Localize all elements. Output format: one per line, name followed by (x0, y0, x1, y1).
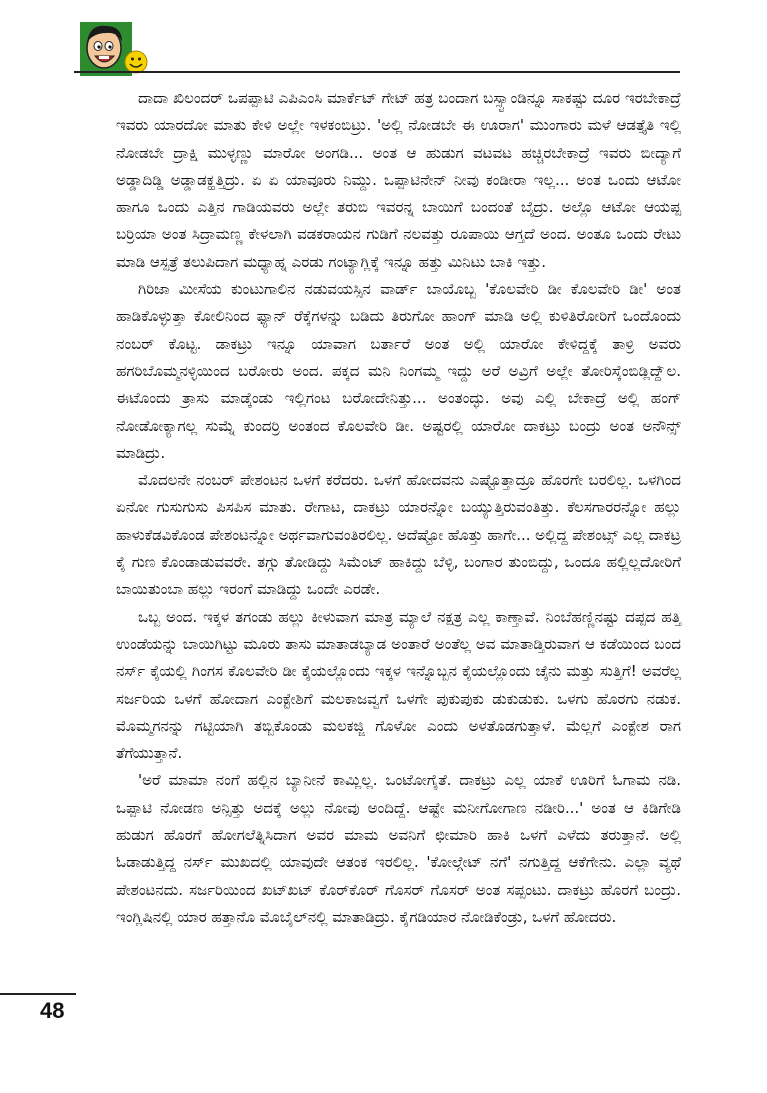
article-paragraph: ದಾದಾ ಖಿಲಂದರ್ ಒಪಪ್ಪಾಟಿ ಎಪಿಎಂಸಿ ಮಾರ್ಕೆಟ್ ಗೇಟ್ ಹತ್ರ ಬಂದಾಗ ಬಸ್ಸ್ಟಾಂಡಿನ್ನೂ ಸಾಕಷ್ಟು ದೂರ ಇರಬೇಕಾದ್ರೆ ಇವರು ಯಾರದೋ ಮಾತು ಕೇಳಿ ಅಲ್ಲೇ ಇಳಕಂಬಿಟ್ರು. 'ಅಲ್ಲಿ ನೋಡಬೇ ಈ ಊರಾಗ' ಮುಂಗಾರು ಮಳೆ ಆಡತ್ತೈತಿ ಇಲ್ಲಿ ನೋಡಬೇ ದ್ರಾಕ್ಷಿ ಮುಳ್ಳಣ್ಣು ಮಾರೋ ಅಂಗಡಿ... ಅಂತ ಆ ಹುಡುಗ ವಟವಟ ಹಚ್ಚಿರಬೇಕಾದ್ರೆ ಇವರು ಬೀದ್ಯಾಗೆ ಅಡ್ಡಾದಿಡ್ಡಿ ಅಡ್ಡಾಡಕ್ಹತ್ತಿದ್ರು. ಏ ಏ ಯಾವೂರು ನಿಮ್ದು. ಒಪ್ಪಾಟಿನೇನ್ ನೀವು ಕಂಡೀರಾ ಇಲ್ಲ... ಅಂತ ಒಂದು ಆಟೋ ಹಾಗೂ ಒಂದು ಎತ್ತಿನ ಗಾಡಿಯವರು ಅಲ್ಲೇ ತರುಬಿ ಇವರನ್ನ ಬಾಯಿಗೆ ಬಂದಂತೆ ಬೈದ್ರು. ಅಲ್ಲೊ ಆಟೋ ಆಯಪ್ಪ ಬರ್ರಿಯಾ ಅಂತ ಸಿದ್ರಾಮಣ್ಣ ಕೇಳಲಾಗಿ ವಡಕರಾಯನ ಗುಡಿಗೆ ನಲವತ್ತು ರೂಪಾಯಿ ಆಗ್ತದೆ ಅಂದ. ಅಂತೂ ಒಂದು ರೇಟು ಮಾಡಿ ಆಸ್ಪತ್ರೆ ತಲುಪಿದಾಗ ಮಧ್ಯಾಹ್ನ ಎರಡು ಗಂಟ್ಯಾಗ್ಲಿಕ್ಕೆ ಇನ್ನೂ ಹತ್ತು ಮಿನಿಟು ಬಾಕಿ ಇತ್ತು. (116, 89, 682, 271)
article-paragraph: ಮೊದಲನೇ ನಂಬರ್ ಪೇಶಂಟನ ಒಳಗೆ ಕರೆದರು. ಒಳಗೆ ಹೋದವನು ಎಷ್ಟೊತ್ತಾದ್ರೂ ಹೊರಗೇ ಬರಲಿಲ್ಲ. ಒಳಗಿಂದ ಏನೋ ಗುಸುಗುಸು ಪಿಸಪಿಸ ಮಾತು. ರೇಗಾಟ, ದಾಕಟ್ರು ಯಾರನ್ನೋ ಬಯ್ಯುತ್ತಿರುವಂತಿತ್ತು. ಕೆಲಸಗಾರರನ್ನೋ ಹಲ್ಲು ಹಾಳುಕೆಡವಿಕೊಂಡ ಪೇಶಂಟನ್ನೋ ಅರ್ಥವಾಗುವಂತಿರಲಿಲ್ಲ. ಅದೆಷ್ಟೋ ಹೊತ್ತು ಹಾಗೇ... ಅಲ್ಲಿದ್ದ ಪೇಶಂಟ್ಸ್ ಎಲ್ಲ ದಾಕಟ್ರ ಕೈ ಗುಣ ಕೊಂಡಾಡುವವರೇ. ತಗ್ಗು ತೋಡಿದ್ದು ಸಿಮೆಂಟ್ ಹಾಕಿದ್ದು ಬೆಳ್ಳಿ, ಬಂಗಾರ ತುಂಬಿದ್ದು, ಒಂದೂ ಹಲ್ಲಿಲ್ಲದೋರಿಗೆ ಬಾಯಿತುಂಬಾ ಹಲ್ಲು ಇರಂಗೆ ಮಾಡಿದ್ದು ಒಂದೇ ಎರಡೇ. (116, 471, 681, 599)
cartoon-face-logo-icon (78, 18, 156, 76)
footer-divider (0, 993, 76, 995)
header-divider (74, 71, 680, 73)
page-number: 48 (40, 998, 65, 1023)
article-paragraph: 'ಅರೆ ಮಾಮಾ ನಂಗೆ ಹಲ್ಲಿನ ಬ್ಯಾನೀನೆ ಕಾಮ್ಲಿಲ್ಲ. ಒಂಟೋಗೈತೆ. ದಾಕಟ್ರು ಎಲ್ಲ ಯಾಕೆ ಊರಿಗೆ ಓಗಾಮ ನಡಿ. ಒಪ್ಪಾಟಿ ನೋಡಣ ಅನ್ಸಿತ್ತು ಅದಕ್ಕೆ ಅಲ್ಲು ನೋವು ಅಂದಿದ್ದೆ. ಆಷ್ಟೇ ಮನೀಗೋಗಾಣ ನಡೀರಿ...' ಅಂತ ಆ ಕಿಡಿಗೇಡಿ ಹುಡುಗ ಹೊರಗೆ ಹೋಗಲೆತ್ನಿಸಿದಾಗ ಅವರ ಮಾಮ ಅವನಿಗೆ ಛೀಮಾರಿ ಹಾಕಿ ಒಳಗೆ ಎಳೆದು ತರುತ್ತಾನೆ. ಅಲ್ಲಿ ಓಡಾಡುತ್ತಿದ್ದ ನರ್ಸ್ ಮುಖದಲ್ಲಿ ಯಾವುದೇ ಆತಂಕ ಇರಲಿಲ್ಲ. 'ಕೋಲ್ಗೇಟ್ ನಗೆ' ನಗುತ್ತಿದ್ದ ಆಕೆಗೇನು. ಎಲ್ಲಾ ವ್ಯಥೆ ಪೇಶಂಟನದು. ಸರ್ಜರಿಯಿಂದ ಖಟ್‌ಖಟ್ ಕೊರ್‌ಕೊರ್ ಗೊಸರ್ ಗೊಸರ್ ಅಂತ ಸಪ್ಪಂಟು. ದಾಕಟ್ರು ಹೊರಗೆ ಬಂದ್ರು. ಇಂಗ್ಲಿಷಿನಲ್ಲಿ ಯಾರ ಹತ್ತಾನೊ ಮೊಬೈಲ್‌ನಲ್ಲಿ ಮಾತಾಡಿದ್ರು. ಕೈಗಡಿಯಾರ ನೋಡಿಕೆಂಡ್ರು, ಒಳಗೆ ಹೋದರು. (116, 771, 681, 926)
article-paragraph: ಗಿರಿಜಾ ಮೀಸೆಯ ಕುಂಟುಗಾಲಿನ ನಡುವಯಸ್ಸಿನ ವಾರ್ಡ್ ಬಾಯೊಬ್ಬ 'ಕೊಲವೇರಿ ಡೀ ಕೊಲವೇರಿ ಡೀ' ಅಂತ ಹಾಡಿಕೊಳ್ಳುತ್ತಾ ಕೋಲಿನಿಂದ ಫ್ಯಾನ್ ರೆಕ್ಕೆಗಳನ್ನು ಬಡಿದು ತಿರುಗೋ ಹಾಂಗ್ ಮಾಡಿ ಅಲ್ಲಿ ಕುಳಿತಿರೋರಿಗೆ ಒಂದೊಂದು ನಂಬರ್ ಕೊಟ್ಟ. ಡಾಕಟ್ರು ಇನ್ನೂ ಯಾವಾಗ ಬರ್ತಾರೆ ಅಂತ ಅಲ್ಲಿ ಯಾರೋ ಕೇಳಿದ್ದಕ್ಕೆ ತಾಳ್ರಿ ಅವರು ಹಗರಿಬೊಮ್ಮನಳ್ಳಿಯಿಂದ ಬರೋರು ಅಂದ. ಪಕ್ಕದ ಮನಿ ನಿಂಗಮ್ಮ ಇದ್ದು ಅರೆ ಅವ್ರಿಗೆ ಅಲ್ಲೇ ತೋರಿಸ್ಕೆಂಬಿಡ್ಲಿದ್ದೆ್ಲ. ಈಟೊಂದು ತ್ರಾಸು ಮಾಡ್ಕೆಂಡು ಇಲ್ಲಿಗಂಟ ಬರೋದೇನಿತ್ತು... ಅಂತಂದ್ಳು. ಅವು ಎಲ್ಲಿ ಬೇಕಾದ್ರೆ ಅಲ್ಲಿ ಹಂಗ್ ನೋಡೋಕ್ಯಾಗಲ್ಲ ಸುಮ್ನೆ ಕುಂದರ್ರಿ ಅಂತಂದ ಕೊಲವೇರಿ ಡೀ. ಅಷ್ಟರಲ್ಲಿ ಯಾರೋ ದಾಕಟ್ರು ಬಂದ್ರು ಅಂತ ಅನೌನ್ಸ್ ಮಾಡಿದ್ರು. (116, 280, 681, 462)
article-paragraph: ಒಬ್ಬ ಅಂದ. ಇಕ್ಕಳ ತಗಂಡು ಹಲ್ಲು ಕೀಳುವಾಗ ಮಾತ್ರ ಮ್ಯಾಲೆ ನಕ್ಷತ್ರ ಎಲ್ಲ ಕಾಣ್ತಾವೆ. ನಿಂಬೆಹಣ್ಣಿನಷ್ಟು ದಪ್ಪದ ಹತ್ತಿ ಉಂಡೆಯನ್ನು ಬಾಯಿಗಿಟ್ಟು ಮೂರು ತಾಸು ಮಾತಾಡಬ್ಯಾಡ ಅಂತಾರೆ ಅಂತೆಲ್ಲ ಅವ ಮಾತಾಡ್ತಿರುವಾಗ ಆ ಕಡೆಯಿಂದ ಬಂದ ನರ್ಸ್ ಕೈಯಲ್ಲಿ ಗಿಂಗಸ ಕೊಲವೇರಿ ಡೀ ಕೈಯಲ್ಲೊಂದು ಇಕ್ಕಳ ಇನ್ನೊಬ್ಬನ ಕೈಯಲ್ಲೊಂದು ಚೈನು ಮತ್ತು ಸುತ್ತಿಗೆ! ಅವರೆಲ್ಲ ಸರ್ಜರಿಯ ಒಳಗೆ ಹೋದಾಗ ಎಂಕ್ಟೇಶಿಗೆ ಮಲಕಾಜವ್ವಗೆ ಒಳಗೇ ಪುಕುಪುಕು ಡುಕುಡುಕು. ಒಳಗು ಹೊರಗು ನಡುಕ. ಮೊಮ್ಮಗನನ್ನು ಗಟ್ಟಿಯಾಗಿ ತಬ್ಬಿಕೊಂಡು ಮಲಕಜ್ಜಿ ಗೊಳೋ ಎಂದು ಅಳತೊಡಗುತ್ತಾಳೆ. ಮೆಲ್ಲಗೆ ಎಂಕ್ಟೇಶ ರಾಗ ತೆಗೆಯುತ್ತಾನೆ. (116, 607, 681, 763)
article-body (116, 85, 681, 931)
